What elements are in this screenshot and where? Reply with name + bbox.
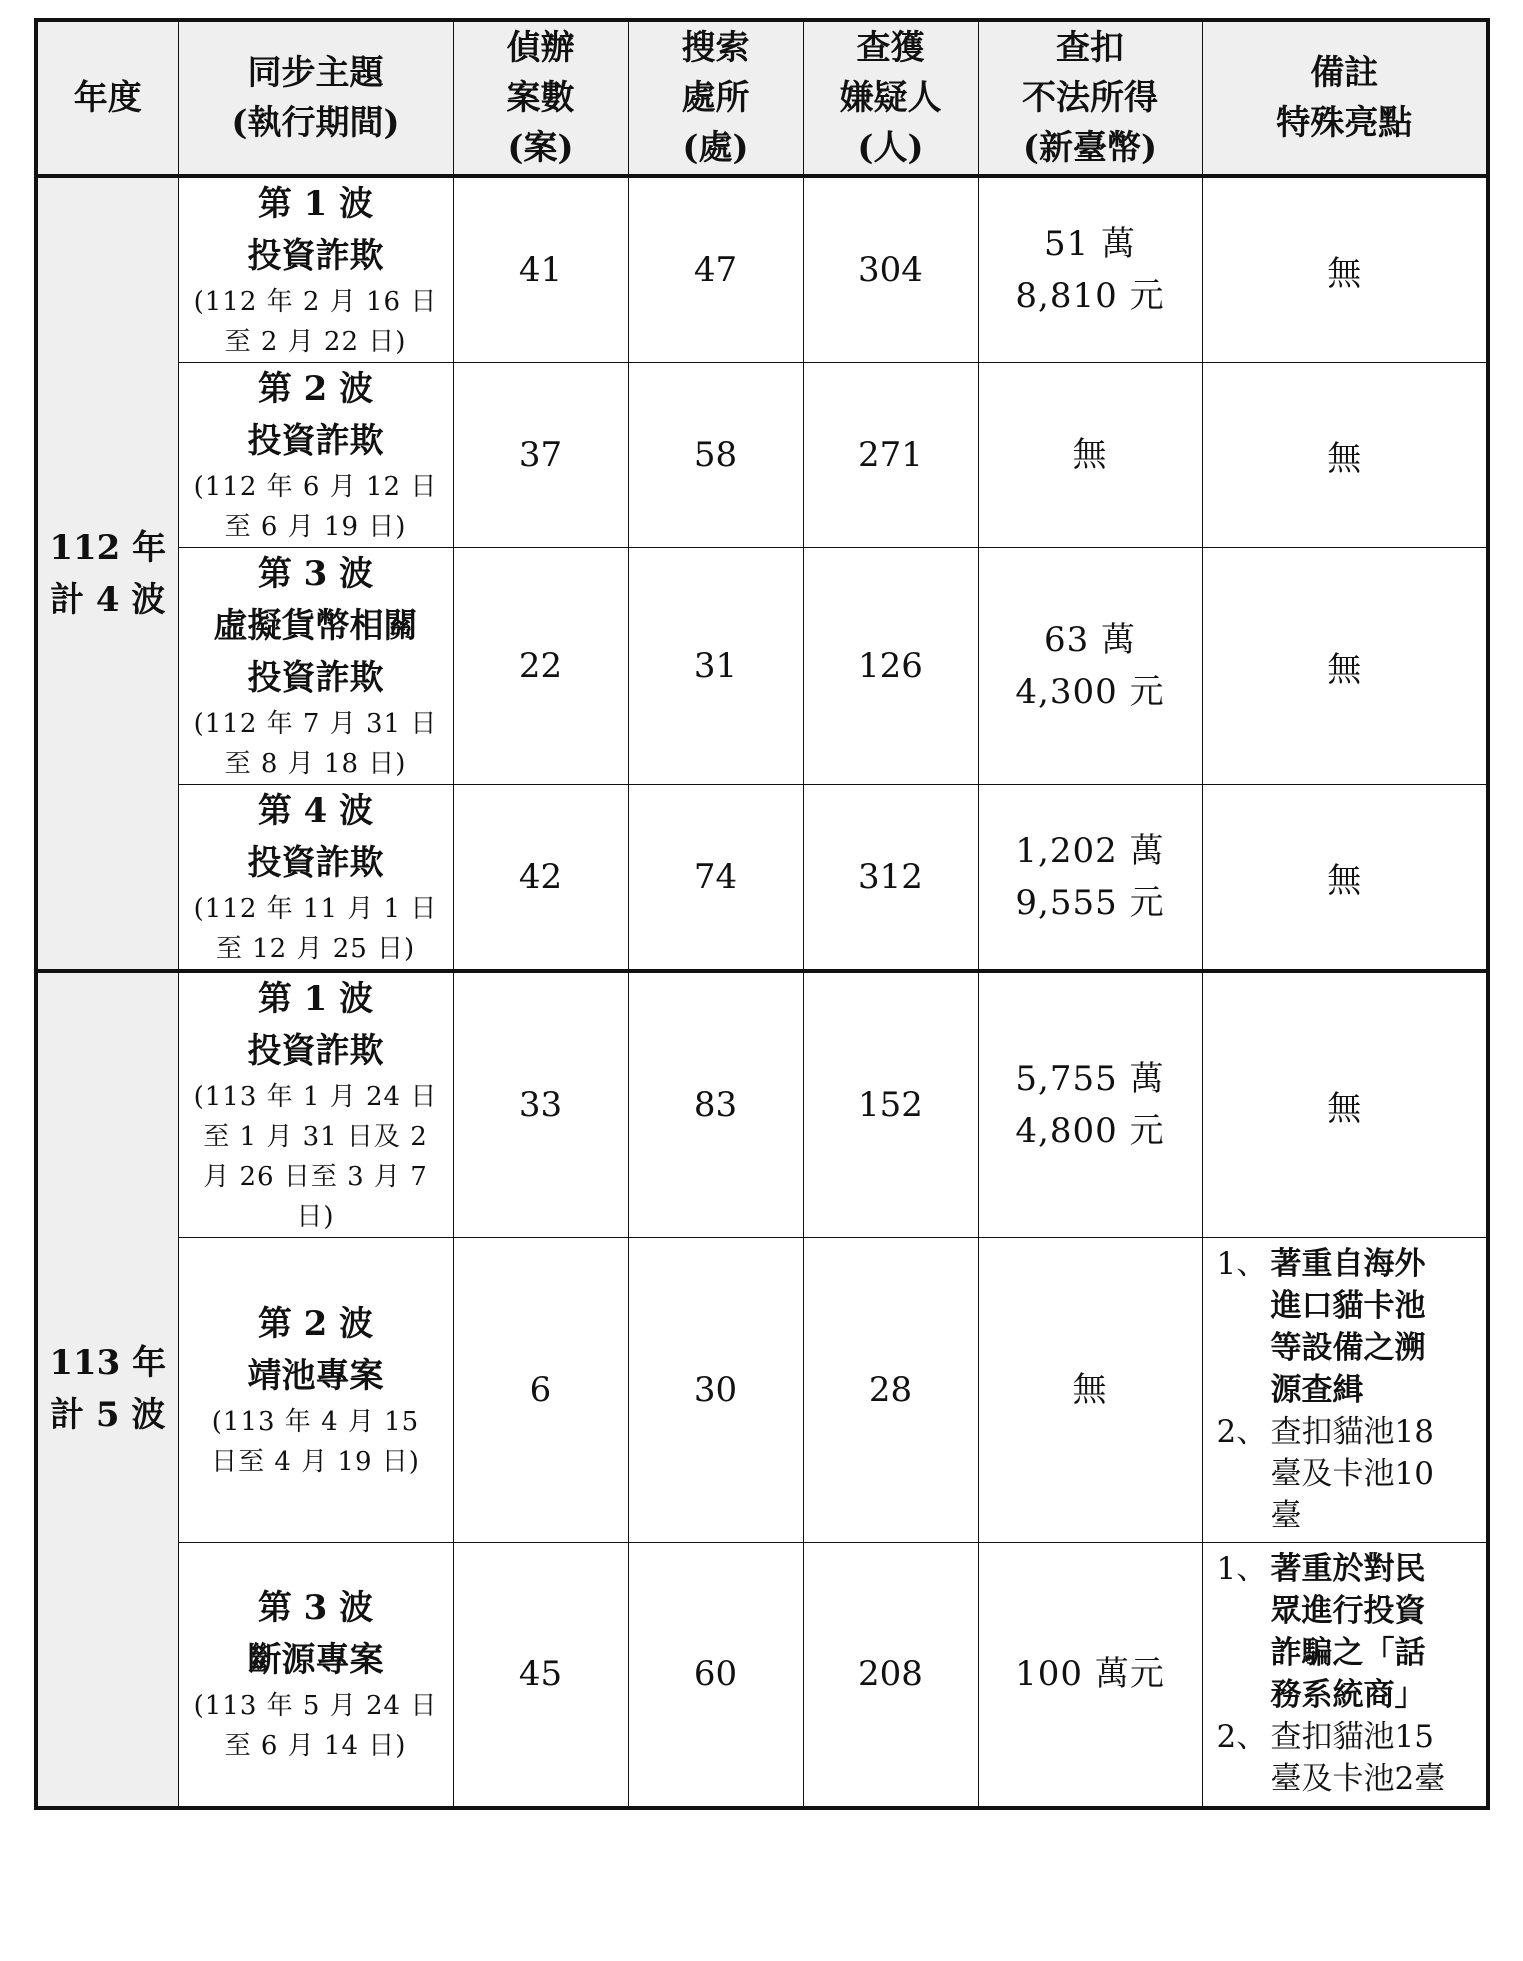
table-row (36, 548, 1488, 785)
remark-list (1203, 1548, 1487, 1800)
cases-cell: 6 (453, 1238, 628, 1543)
seized-cell: 無 (978, 1238, 1202, 1543)
header-remarks: 備註 特殊亮點 (1202, 20, 1488, 176)
remark-cell: 無 (1202, 548, 1488, 785)
topic-cell: 第 2 波 投資詐欺 (112 年 6 月 12 日 至 6 月 19 日) (178, 363, 453, 548)
year-group-113: 113 年 計 5 波 (36, 971, 178, 1808)
year-group-112: 112 年 計 4 波 (36, 176, 178, 971)
remark-cell (1202, 1543, 1488, 1808)
suspects-cell: 152 (803, 971, 978, 1238)
suspects-cell: 126 (803, 548, 978, 785)
suspects-cell: 304 (803, 176, 978, 363)
header-seized: 查扣 不法所得 (新臺幣) (978, 20, 1202, 176)
table-row (36, 971, 1488, 1238)
header-cases: 偵辦 案數 (案) (453, 20, 628, 176)
header-places: 搜索 處所 (處) (628, 20, 803, 176)
remark-cell: 無 (1202, 971, 1488, 1238)
seized-cell: 51 萬 8,810 元 (978, 176, 1202, 363)
seized-cell: 100 萬元 (978, 1543, 1202, 1808)
places-cell: 60 (628, 1543, 803, 1808)
places-cell: 58 (628, 363, 803, 548)
seized-cell: 5,755 萬 4,800 元 (978, 971, 1202, 1238)
topic-cell: 第 1 波 投資詐欺 (112 年 2 月 16 日 至 2 月 22 日) (178, 176, 453, 363)
header-topic: 同步主題 (執行期間) (178, 20, 453, 176)
topic-cell: 第 4 波 投資詐欺 (112 年 11 月 1 日 至 12 月 25 日) (178, 785, 453, 972)
header-suspects: 查獲 嫌疑人 (人) (803, 20, 978, 176)
cases-cell: 33 (453, 971, 628, 1238)
places-cell: 47 (628, 176, 803, 363)
table-row (36, 785, 1488, 972)
cases-cell: 37 (453, 363, 628, 548)
table-row (36, 363, 1488, 548)
investment-fraud-operations-table (34, 18, 1490, 1810)
remark-cell (1202, 1238, 1488, 1543)
remark-item: 2、 查扣貓池15 臺及卡池2臺 (1216, 1719, 1446, 1798)
places-cell: 83 (628, 971, 803, 1238)
topic-cell: 第 3 波 斷源專案 (113 年 5 月 24 日 至 6 月 14 日) (178, 1543, 453, 1808)
cases-cell: 42 (453, 785, 628, 972)
remark-cell: 無 (1202, 363, 1488, 548)
topic-cell: 第 2 波 靖池專案 (113 年 4 月 15 日至 4 月 19 日) (178, 1238, 453, 1543)
remark-item: 1、 著重自海外 進口貓卡池 等設備之溯 源查緝 (1216, 1246, 1426, 1408)
suspects-cell: 312 (803, 785, 978, 972)
remark-cell: 無 (1202, 785, 1488, 972)
header-row (36, 20, 1488, 176)
places-cell: 31 (628, 548, 803, 785)
table-row (36, 1543, 1488, 1808)
seized-cell: 無 (978, 363, 1202, 548)
cases-cell: 45 (453, 1543, 628, 1808)
seized-cell: 63 萬 4,300 元 (978, 548, 1202, 785)
table-row (36, 176, 1488, 363)
suspects-cell: 28 (803, 1238, 978, 1543)
header-year: 年度 (36, 20, 178, 176)
cases-cell: 22 (453, 548, 628, 785)
seized-cell: 1,202 萬 9,555 元 (978, 785, 1202, 972)
places-cell: 30 (628, 1238, 803, 1543)
remark-list (1203, 1243, 1487, 1537)
topic-cell: 第 3 波 虛擬貨幣相關 投資詐欺 (112 年 7 月 31 日 至 8 月 18 日) (178, 548, 453, 785)
remark-item: 1、 著重於對民 眾進行投資 詐騙之「話 務系統商」 (1216, 1551, 1426, 1714)
topic-cell: 第 1 波 投資詐欺 (113 年 1 月 24 日 至 1 月 31 日及 2 月 26 日至 3 月 7 日) (178, 971, 453, 1238)
suspects-cell: 208 (803, 1543, 978, 1808)
remark-item: 2、 查扣貓池18 臺及卡池10 臺 (1216, 1414, 1434, 1534)
cases-cell: 41 (453, 176, 628, 363)
remark-cell: 無 (1202, 176, 1488, 363)
table-row (36, 1238, 1488, 1543)
suspects-cell: 271 (803, 363, 978, 548)
places-cell: 74 (628, 785, 803, 972)
